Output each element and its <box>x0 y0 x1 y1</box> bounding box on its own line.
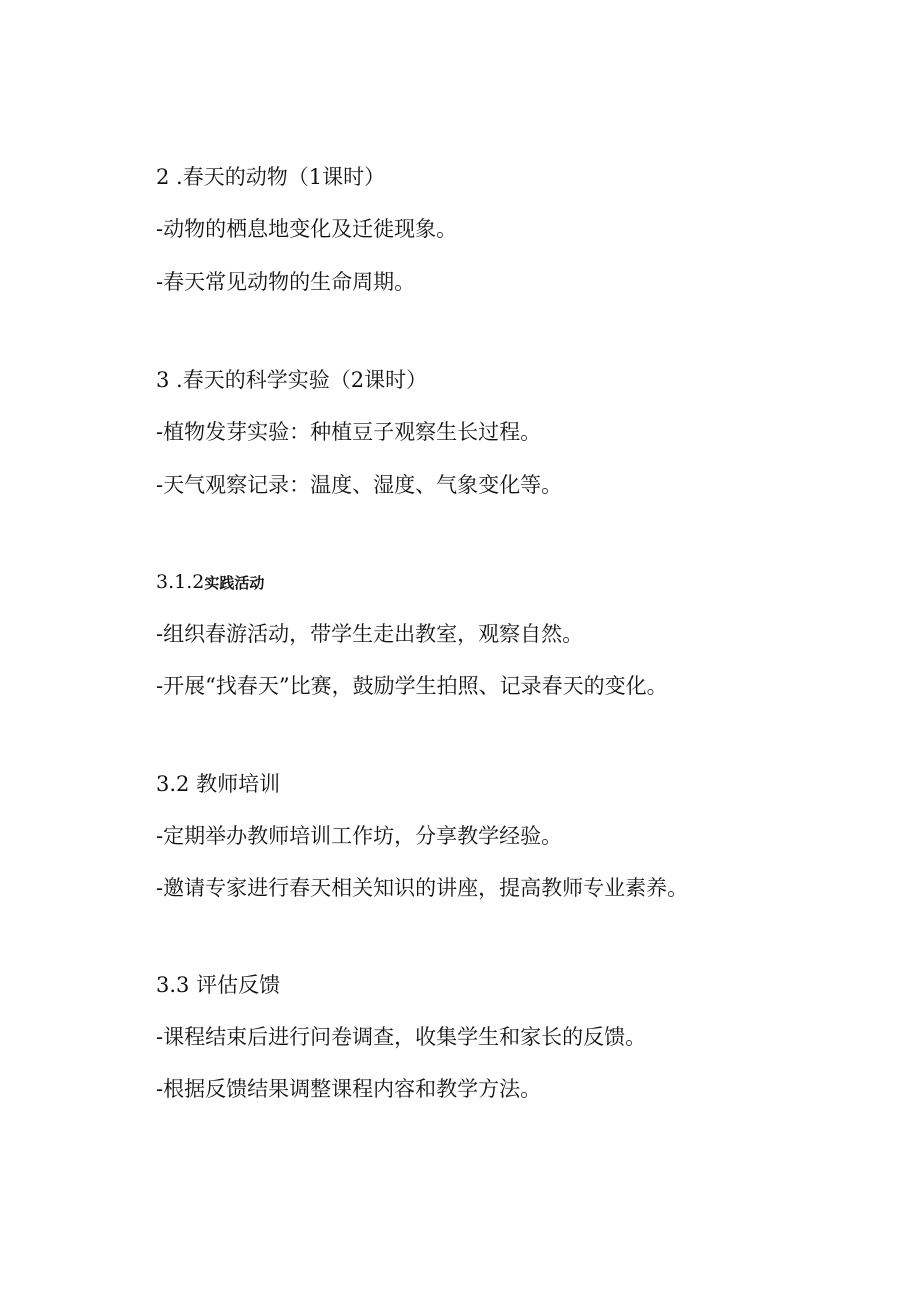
list-item-experiments-1: -植物发芽实验：种植豆子观察生长过程。 <box>156 420 542 444</box>
section-number-practice: 3.1.2 <box>156 571 205 593</box>
list-item-practice-1: -组织春游活动，带学生走出教室，观察自然。 <box>156 622 584 646</box>
list-item-feedback-2: -根据反馈结果调整课程内容和教学方法。 <box>156 1077 542 1101</box>
list-item-feedback-1: -课程结束后进行问卷调查，收集学生和家长的反馈。 <box>156 1025 647 1049</box>
list-item-animals-1: -动物的栖息地变化及迁徙现象。 <box>156 217 458 241</box>
list-item-animals-2: -春天常见动物的生命周期。 <box>156 270 416 294</box>
section-heading-animals: 2 .春天的动物（1课时） <box>156 165 386 189</box>
section-heading-experiments: 3 .春天的科学实验（2课时） <box>156 368 428 392</box>
section-heading-feedback: 3.3 评估反馈 <box>156 973 281 997</box>
section-heading-training: 3.2 教师培训 <box>156 772 281 796</box>
list-item-practice-2: -开展“找春天”比赛，鼓励学生拍照、记录春天的变化。 <box>156 674 668 698</box>
list-item-training-2: -邀请专家进行春天相关知识的讲座，提高教师专业素养。 <box>156 876 689 900</box>
list-item-training-1: -定期举办教师培训工作坊，分享教学经验。 <box>156 824 563 848</box>
section-heading-practice <box>156 568 264 597</box>
section-title-practice: 实践活动 <box>204 574 265 592</box>
list-item-experiments-2: -天气观察记录：温度、湿度、气象变化等。 <box>156 473 563 497</box>
